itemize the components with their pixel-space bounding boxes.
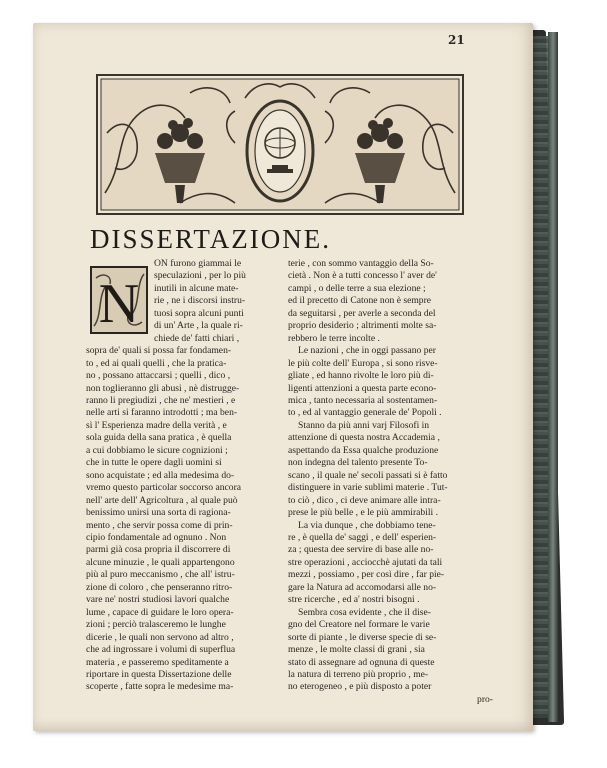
left-text-column bbox=[86, 258, 286, 694]
text-line: mezzi , possiamo , per così dire , far pie- bbox=[288, 569, 445, 581]
catchword: pro- bbox=[477, 693, 493, 705]
text-line: chiede de' fatti chiari , bbox=[154, 332, 240, 344]
text-line: alcune minuzie , le quali appartengono bbox=[86, 556, 235, 568]
text-line: sì l' Esperienza madre della verità , e bbox=[86, 419, 227, 431]
text-line: ed il precetto di Catone non è sempre bbox=[288, 295, 432, 307]
text-line: Stanno da più anni varj Filosofi in bbox=[298, 419, 430, 431]
drop-cap-letter: N bbox=[98, 273, 140, 334]
text-line: dicerie , le quali non servono ad altro , bbox=[86, 631, 234, 643]
text-line: nell' arte dell' Agricoltura , al quale può bbox=[86, 494, 238, 506]
text-line: La via dunque , che dobbiamo tene- bbox=[298, 519, 436, 531]
text-line: riportare in questa Dissertazione delle bbox=[86, 668, 232, 680]
text-line: parmi già cosa propria il discorrere di bbox=[86, 544, 231, 556]
text-line: prese le più belle , e le più ammirabili . bbox=[288, 507, 438, 519]
text-line: aspettando da Essa qualche produzione bbox=[288, 444, 439, 456]
text-line: materia , e passeremo speditamente a bbox=[86, 656, 229, 668]
text-line: tuosi sopra alcuni punti bbox=[154, 307, 244, 319]
text-line: sopra de' quali si possa far fondamen- bbox=[86, 345, 232, 357]
text-line: le più colte dell' Europa , si sono risve- bbox=[288, 357, 438, 369]
text-line: sorte di piante , le diverse specie di se- bbox=[288, 631, 437, 643]
text-line: to , ed al vantaggio generale de' Popoli . bbox=[288, 407, 442, 419]
text-line: cipio fondamentale ad ognuno . Non bbox=[86, 531, 227, 543]
text-line: che in tutte le opere dagli uomini si bbox=[86, 457, 222, 469]
text-line: nelle arti si faranno introdotti ; ma ben- bbox=[86, 407, 238, 419]
text-line: no eterogeneo , e più disposto a poter bbox=[288, 681, 432, 693]
text-line: speculazioni , per lo più bbox=[154, 270, 246, 282]
text-line: cietà . Non è a tutti concesso l' aver de' bbox=[288, 270, 437, 282]
text-line: attenzione di questa nostra Accademia , bbox=[288, 432, 440, 444]
text-line: più al puro meccanismo , che all' istru- bbox=[86, 569, 235, 581]
text-line: no , possano attaccarsi ; quelli , dico , bbox=[86, 370, 231, 382]
text-line: stre ricerche , ed a' nostri bisogni . bbox=[288, 594, 420, 606]
text-line: rebbero le terre incolte . bbox=[288, 332, 380, 344]
text-line: scano , il quale ne' secoli passati si è fatto bbox=[288, 469, 448, 481]
text-line: lume , capace di guidare le loro opera- bbox=[86, 606, 234, 618]
text-line: distinguere in varie sublimi materie . Tut- bbox=[288, 482, 448, 494]
text-line: zioni ; perciò tralasceremo le lunghe bbox=[86, 619, 226, 631]
text-line: da seguitarsi , per averle a seconda del bbox=[288, 307, 436, 319]
text-line: inutili in alcune mate- bbox=[154, 282, 239, 294]
text-line: gliate , ed hanno rivolte le loro più di- bbox=[288, 370, 434, 382]
text-line: to , ed ai quali quelli , che la pratica- bbox=[86, 357, 227, 369]
text-line: sola guida della sana pratica , è quella bbox=[86, 432, 232, 444]
ornamental-headpiece bbox=[95, 73, 465, 216]
cover-edge bbox=[548, 32, 558, 722]
text-line: zione di coloro , che penseranno ritro- bbox=[86, 581, 233, 593]
text-line: mento , che servir possa come di prin- bbox=[86, 519, 233, 531]
text-line: ranno li pregiudizi , che ne' mestieri , e bbox=[86, 394, 236, 406]
right-text-column bbox=[288, 258, 493, 706]
text-line: non toglieranno gli abusi , nè distrugge- bbox=[86, 382, 240, 394]
text-line: benissimo unirsi una sorta di ragiona- bbox=[86, 507, 231, 519]
text-line: rie , ne i discorsi instru- bbox=[154, 295, 246, 307]
text-line: za ; questa dee servire di base alle no- bbox=[288, 544, 434, 556]
text-line: scoperte , fatte sopra le medesime ma- bbox=[86, 681, 234, 693]
text-line: re , è quella de' saggi , e dell' esperien- bbox=[288, 531, 437, 543]
text-line: proprio desiderio ; altrimenti molte sa- bbox=[288, 320, 437, 332]
text-line: terie , con sommo vantaggio della So- bbox=[288, 258, 434, 269]
text-line: a cui dobbiamo le sicure cognizioni ; bbox=[86, 444, 228, 456]
text-line: di un' Arte , la quale ri- bbox=[154, 320, 243, 332]
text-line: che ad ingrossare i volumi di superflua bbox=[86, 644, 236, 656]
text-line: non indegna del talento presente To- bbox=[288, 457, 428, 469]
text-line: menze , le molte classi di grani , sia bbox=[288, 644, 425, 656]
text-line: campi , o delle terre a sua elezione ; bbox=[288, 282, 426, 294]
text-line: Sembra cosa evidente , che il dise- bbox=[298, 606, 431, 618]
text-line: ON furono giammai le bbox=[154, 258, 242, 269]
text-line: stato di assegnare ad ognuna di queste bbox=[288, 656, 435, 668]
page-number: 21 bbox=[448, 33, 465, 47]
text-line: gare la Natura ad accomodarsi alle no- bbox=[288, 581, 437, 593]
text-line: sono acquistate ; ed alla medesima do- bbox=[86, 469, 235, 481]
text-line: ligenti attenzioni a questa parte econo- bbox=[288, 382, 437, 394]
text-line: to ciò , dico , ci deve animare alle intra- bbox=[288, 494, 441, 506]
text-line: gno del Creatore nel formare le varie bbox=[288, 619, 430, 631]
text-line: mica , tanto necessaria al sostentamen- bbox=[288, 394, 438, 406]
text-line: vremo questo particolar soccorso ancora bbox=[86, 482, 242, 494]
page-title: DISSERTAZIONE. bbox=[90, 224, 331, 254]
text-line: la natura di terreno più proprio , me- bbox=[288, 668, 429, 680]
text-line: Le nazioni , che in oggi passano per bbox=[298, 345, 436, 357]
text-line: vare ne' nostri studiosi lavori qualche bbox=[86, 594, 230, 606]
text-line: stre operazioni , acciocchè ajutati da tali bbox=[288, 556, 443, 568]
